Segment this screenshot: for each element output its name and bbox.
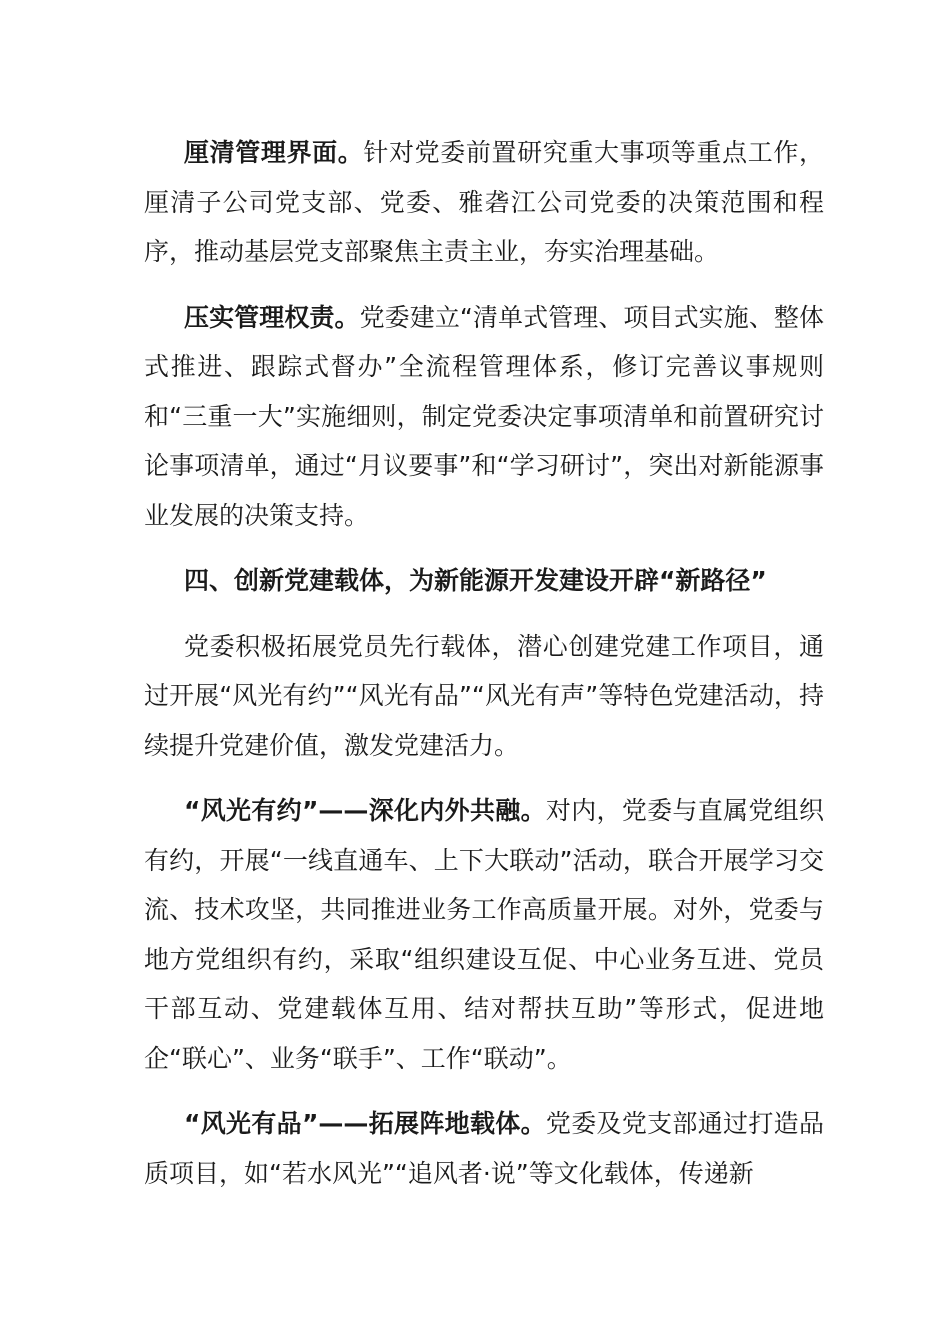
paragraph-lead: 厘清管理界面。 bbox=[184, 138, 364, 167]
paragraph-fengguang-youyue bbox=[144, 786, 824, 1083]
paragraph-text: 对内，党委与直属党组织有约，开展“一线直通车、上下大联动”活动，联合开展学习交流、技术攻坚，共同推进业务工作高质量开展。对外，党委与地方党组织有约，采取“组织建设互促、中心业务互进、党员干部互动、党建载体互用、结对帮扶互助”等形式，促进地企“联心”、业务“联手”、工作“联动”。 bbox=[144, 796, 824, 1073]
paragraph-text: 党委积极拓展党员先行载体，潜心创建党建工作项目，通过开展“风光有约”“风光有品”“风光有声”等特色党建活动，持续提升党建价值，激发党建活力。 bbox=[144, 631, 824, 760]
section-heading: 四、创新党建载体，为新能源开发建设开辟“新路径” bbox=[184, 566, 767, 595]
document-body bbox=[144, 128, 824, 1214]
paragraph-lead: 压实管理权责。 bbox=[184, 302, 360, 332]
paragraph-text: 党委及党支部通过打造品质项目，如“若水风光”“追风者·说”等文化载体，传递新 bbox=[144, 1109, 824, 1188]
paragraph-text: 针对党委前置研究重大事项等重点工作，厘清子公司党支部、党委、雅砻江公司党委的决策范围和程序，推动基层党支部聚焦主责主业，夯实治理基础。 bbox=[144, 138, 824, 266]
paragraph-management-responsibility bbox=[144, 293, 824, 541]
paragraph-clarify-management bbox=[144, 128, 824, 277]
paragraph-lead: “风光有品”——拓展阵地载体。 bbox=[184, 1109, 546, 1138]
paragraph-text: 党委建立“清单式管理、项目式实施、整体式推进、跟踪式督办”全流程管理体系，修订完善议事规则和“三重一大”实施细则，制定党委决定事项清单和前置研究讨论事项清单，通过“月议要事”和“学习研讨”，突出对新能源事业发展的决策支持。 bbox=[144, 302, 824, 530]
paragraph-fengguang-youpin bbox=[144, 1099, 824, 1198]
paragraph-lead: “风光有约”——深化内外共融。 bbox=[184, 796, 546, 825]
paragraph-carrier-intro bbox=[144, 622, 824, 771]
